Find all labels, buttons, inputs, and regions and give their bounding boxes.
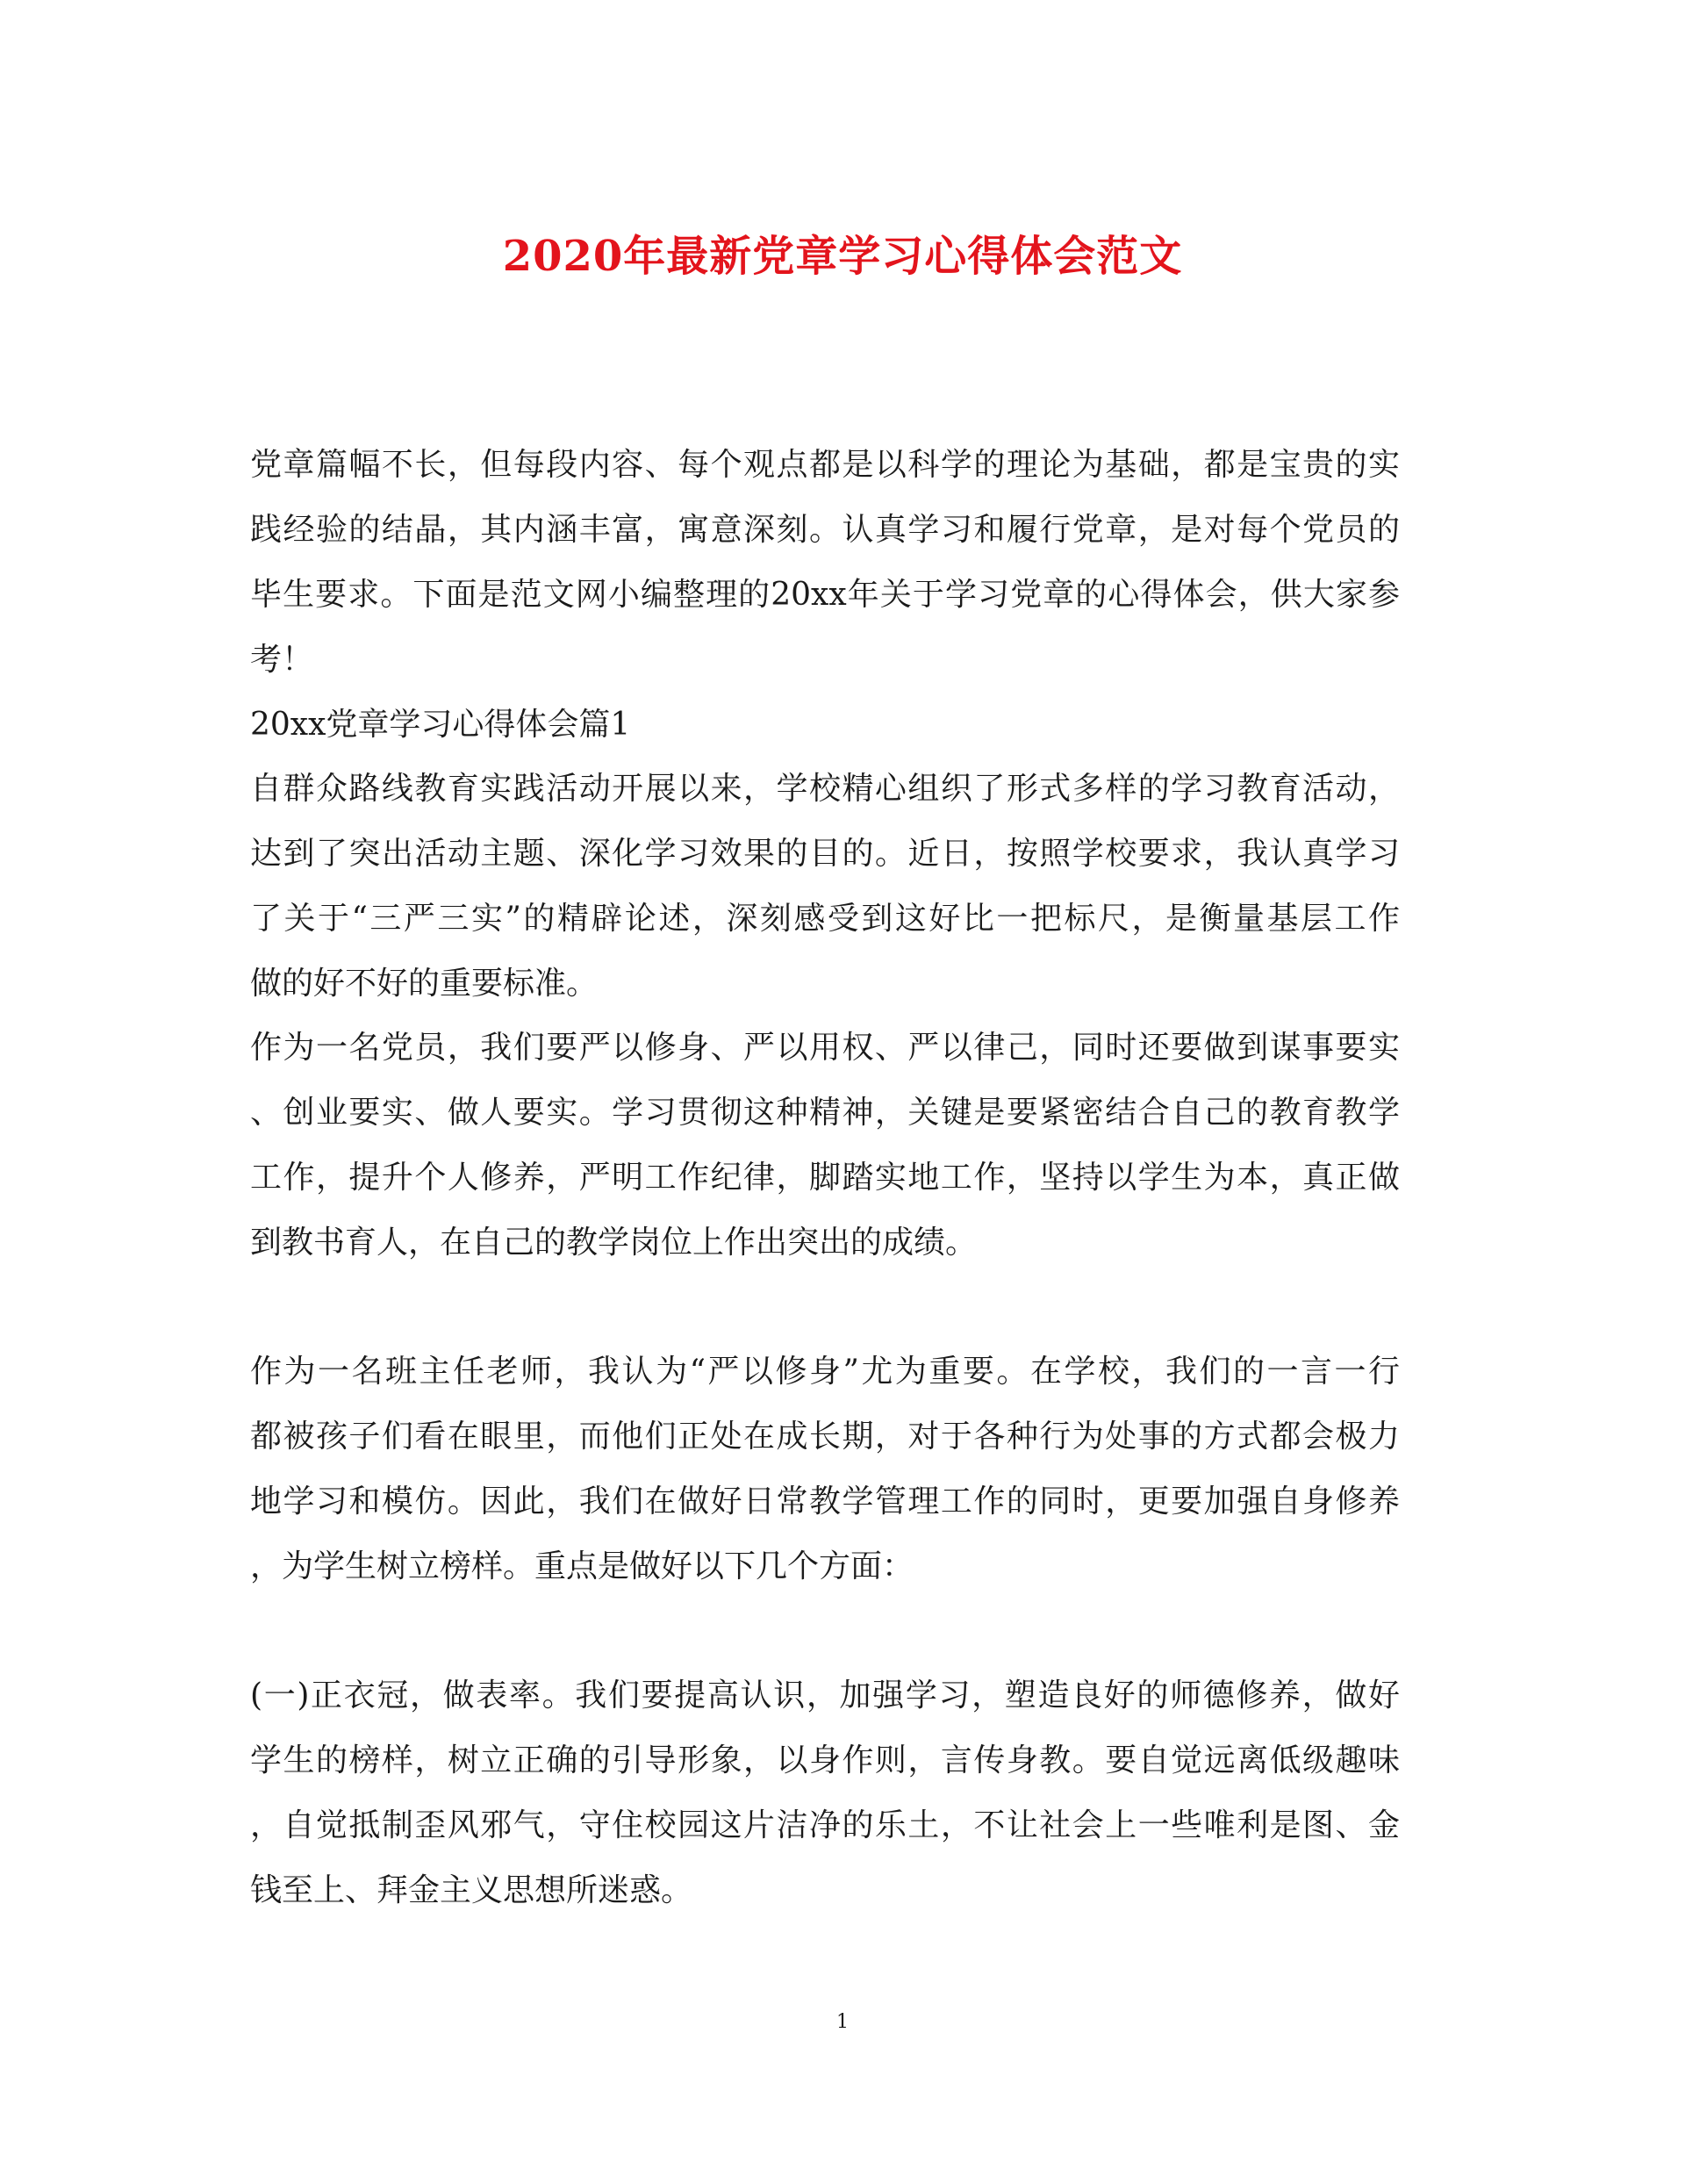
page-number: 1 [836, 2011, 849, 2033]
paragraph-line: 工作，提升个人修养，严明工作纪律，脚踏实地工作，坚持以学生为本，真正做 [250, 1160, 1400, 1196]
paragraph-line: 学生的榜样，树立正确的引导形象，以身作则，言传身教。要自觉远离低级趣味 [250, 1742, 1400, 1778]
paragraph-line: 地学习和模仿。因此，我们在做好日常教学管理工作的同时，更要加强自身修养 [250, 1484, 1400, 1519]
paragraph-line: 党章篇幅不长，但每段内容、每个观点都是以科学的理论为基础，都是宝贵的实 [250, 447, 1400, 483]
paragraph-line: 了关于“三严三实”的精辟论述，深刻感受到这好比一把标尺，是衡量基层工作 [250, 901, 1400, 937]
paragraph-line: 钱至上、拜金主义思想所迷惑。 [250, 1872, 693, 1908]
paragraph-line: ，自觉抵制歪风邪气，守住校园这片洁净的乐土，不让社会上一些唯利是图、金 [250, 1807, 1400, 1843]
paragraph-line: 到教书育人，在自己的教学岗位上作出突出的成绩。 [250, 1225, 978, 1261]
paragraph-line: 都被孩子们看在眼里，而他们正处在成长期，对于各种行为处事的方式都会极力 [250, 1419, 1400, 1455]
paragraph-line: 做的好不好的重要标准。 [250, 966, 599, 1002]
paragraph-line: 践经验的结晶，其内涵丰富，寓意深刻。认真学习和履行党章，是对每个党员的 [250, 512, 1400, 548]
paragraph-line: 、创业要实、做人要实。学习贯彻这种精神，关键是要紧密结合自己的教育教学 [250, 1095, 1400, 1131]
paragraph-line: 考！ [250, 642, 314, 678]
paragraph-line: 自群众路线教育实践活动开展以来，学校精心组织了形式多样的学习教育活动， [250, 771, 1400, 807]
document-title: 2020年最新党章学习心得体会范文 [502, 232, 1183, 281]
paragraph-line: 作为一名党员，我们要严以修身、严以用权、严以律己，同时还要做到谋事要实 [250, 1030, 1400, 1066]
paragraph-line: ，为学生树立榜样。重点是做好以下几个方面： [250, 1548, 914, 1584]
paragraph-line: (一)正衣冠，做表率。我们要提高认识，加强学习，塑造良好的师德修养，做好 [250, 1678, 1400, 1713]
section-heading: 20xx党章学习心得体会篇1 [250, 707, 631, 743]
paragraph-line: 毕生要求。下面是范文网小编整理的20xx年关于学习党章的心得体会，供大家参 [250, 577, 1400, 613]
paragraph-line: 作为一名班主任老师，我认为“严以修身”尤为重要。在学校，我们的一言一行 [250, 1354, 1400, 1390]
paragraph-line: 达到了突出活动主题、深化学习效果的目的。近日，按照学校要求，我认真学习 [250, 836, 1400, 872]
